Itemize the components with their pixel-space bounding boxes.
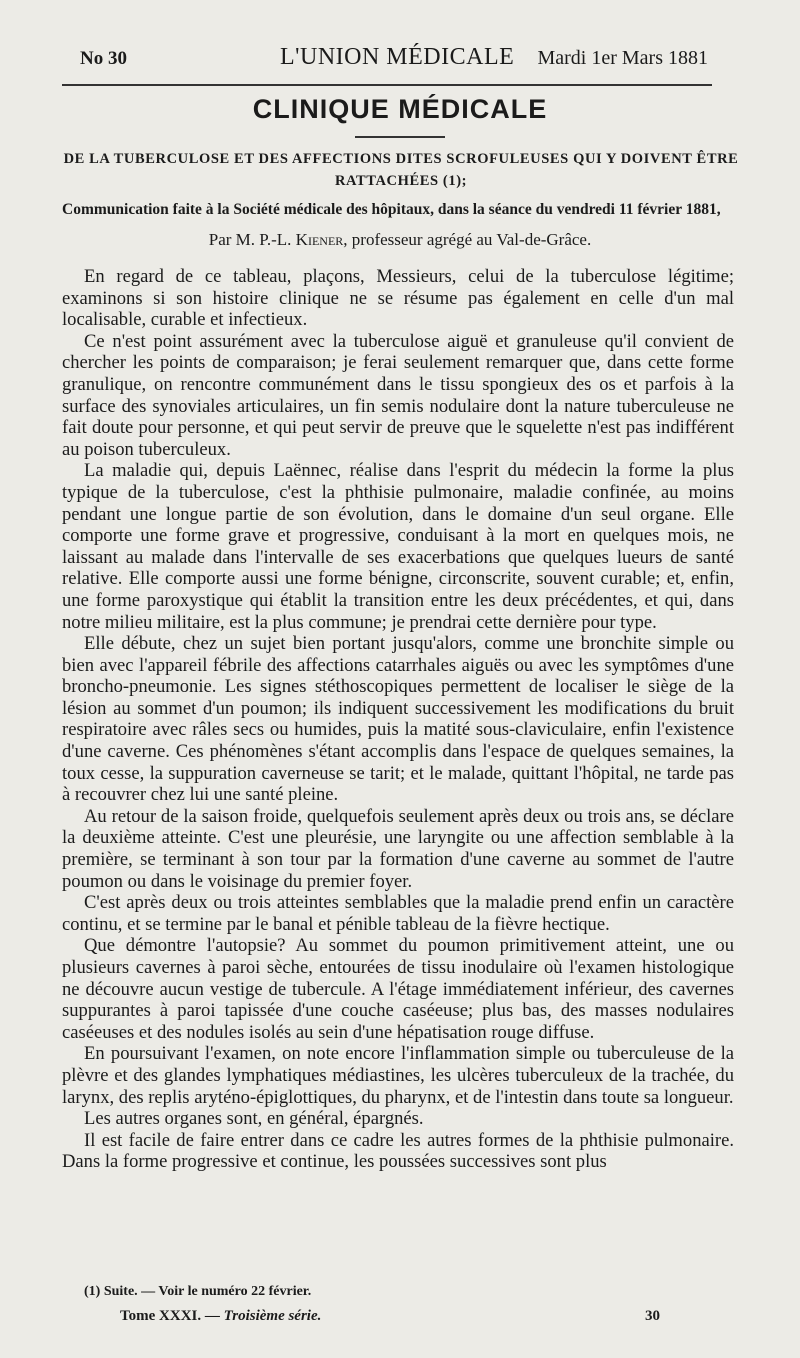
author-prefix: Par M. P.-L. xyxy=(208,230,292,249)
paragraph: En poursuivant l'examen, on note encore l'inflammation simple ou tuberculeuse de la plèvre et des glandes lymphatiques médiastines, les ulcères tuberculeux de la trachée, du larynx, des replis aryténo-épiglottiques, du pharynx, et de l'intestin dans toute sa longueur. xyxy=(62,1043,734,1108)
communication-note: Communication faite à la Société médicale des hôpitaux, dans la séance du vendredi 11 février 1881, xyxy=(62,201,721,218)
paragraph: Au retour de la saison froide, quelquefois seulement après deux ou trois ans, se déclare la deuxième atteinte. C'est une pleurésie, une laryngite ou une affection semblable à la première, se terminant à son tour par la formation d'une caverne au sommet de l'autre poumon ou dans le voisinage du premier foyer. xyxy=(62,805,734,892)
paragraph: La maladie qui, depuis Laënnec, réalise dans l'esprit du médecin la forme la plus typique de la tuberculose, c'est la phthisie pulmonaire, maladie confinée, au moins pendant une longue partie de son évolution, dans le domaine d'un seul organe. Elle comporte une forme grave et progressive, conduisant à la mort en quelques mois, ne laissant au malade dans l'intervalle de ses exacerbations que quelques lueurs de santé relative. Elle comporte aussi une forme bénigne, circonscrite, souvent curable; et, enfin, une forme paroxystique qui établit la transition entre les deux précédentes, et qui, dans notre milieu militaire, est la plus commune; je prendrai cette dernière pour type. xyxy=(62,460,734,633)
journal-title: L'UNION MÉDICALE xyxy=(280,44,515,70)
paragraph: En regard de ce tableau, plaçons, Messieurs, celui de la tuberculose légitime; examinons si son histoire clinique ne se résume pas également en celle d'un mal localisable, curable et infectieux. xyxy=(62,266,734,331)
section-rule xyxy=(355,136,445,138)
paragraph: Les autres organes sont, en général, épargnés. xyxy=(84,1108,424,1130)
author-name: Kiener, xyxy=(295,230,348,249)
serie-label: Troisième série. xyxy=(223,1308,322,1324)
issue-number: No 30 xyxy=(80,48,127,69)
article-body xyxy=(62,266,734,1173)
running-header xyxy=(80,44,708,74)
issue-date: Mardi 1er Mars 1881 xyxy=(537,47,708,69)
page-footer xyxy=(120,1308,660,1325)
paragraph: Elle débute, chez un sujet bien portant jusqu'alors, comme une bronchite simple ou bien avec l'appareil fébrile des affections catarrhales aiguës ou avec les symptômes d'une broncho-pneumonie. Les signes stéthoscopiques permettent de localiser le siège de la lésion au sommet d'un poumon; ils indiquent successivement les modifications du bruit respiratoire avec râles secs ou humides, puis la matité sous-claviculaire, enfin l'existence d'une caverne. Ces phénomènes s'étant accomplis dans l'espace de quelques semaines, la toux cesse, la suppuration caverneuse se tarit; et le malade, quittant l'hôpital, ne tarde pas à recouvrer chez lui une santé pleine. xyxy=(62,633,734,806)
author-line xyxy=(0,230,800,250)
page-number: 30 xyxy=(645,1308,660,1324)
footnote: (1) Suite. — Voir le numéro 22 février. xyxy=(84,1284,312,1299)
article-title: DE LA TUBERCULOSE ET DES AFFECTIONS DITES SCROFULEUSES QUI Y DOIVENT ÊTRE RATTACHÉES (1); xyxy=(63,151,739,189)
paragraph: Ce n'est point assurément avec la tuberculose aiguë et granuleuse qu'il convient de chercher les points de comparaison; je ferai seulement remarquer que, dans cette forme granulique, on rencontre communément dans le tissu spongieux des os et parfois à la surface des synoviales articulaires, un fin semis nodulaire dont la nature tuberculeuse ne fait doute pour personne, et qui peut servir de preuve que le squelette n'est pas indifférent au poison tuberculeux. xyxy=(62,330,734,460)
tome-label: Tome XXXI. — xyxy=(120,1308,220,1324)
paragraph: Que démontre l'autopsie? Au sommet du poumon primitivement atteint, une ou plusieurs cavernes à paroi sèche, entourées de tissu inodulaire où l'examen histologique ne découvre aucun vestige de tubercule. A l'étage immédiatement inférieur, des cavernes suppurantes à paroi tapissée d'une couche caséeuse; plus bas, des masses nodulaires caséeuses et des nodules isolés au sein d'une hépatisation rouge diffuse. xyxy=(62,935,734,1043)
section-title: CLINIQUE MÉDICALE xyxy=(252,94,548,124)
author-affiliation: professeur agrégé au Val-de-Grâce. xyxy=(351,230,592,249)
paragraph: C'est après deux ou trois atteintes semblables que la maladie prend enfin un caractère continu, et se termine par le banal et pénible tableau de la fièvre hectique. xyxy=(62,892,734,935)
paragraph: Il est facile de faire entrer dans ce cadre les autres formes de la phthisie pulmonaire. Dans la forme progressive et continue, les poussées successives sont plus xyxy=(62,1129,734,1173)
header-rule xyxy=(62,84,712,86)
